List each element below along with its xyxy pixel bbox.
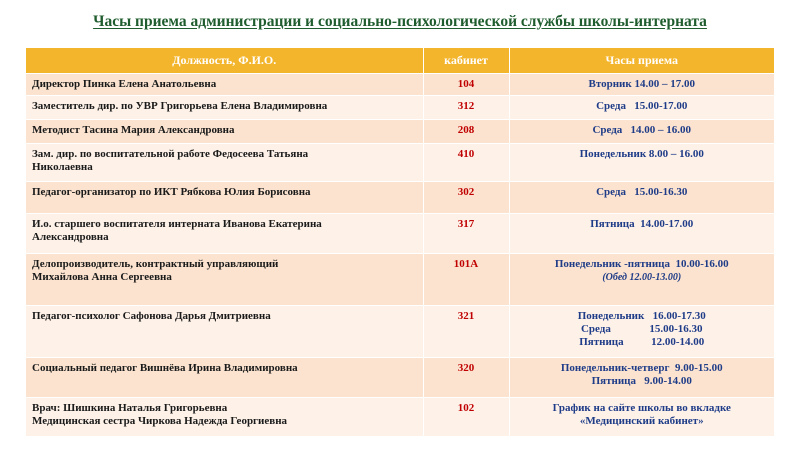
- position-name-cell: [26, 96, 423, 120]
- position-name-cell: [26, 182, 423, 214]
- hours-cell: [509, 144, 774, 182]
- room-cell: 320: [423, 358, 509, 398]
- hours-line: Пятница 12.00-14.00: [579, 336, 705, 348]
- hours-line: Пятница 9.00-14.00: [591, 375, 692, 387]
- hours-line: Понедельник 16.00-17.30: [577, 310, 706, 322]
- hours-cell: [509, 306, 774, 358]
- room-cell: 410: [423, 144, 509, 182]
- room-cell: 101А: [423, 254, 509, 306]
- position-name-cell: [26, 254, 423, 306]
- hours-cell: [509, 74, 774, 96]
- room-cell: 321: [423, 306, 509, 358]
- name-line: Делопроизводитель, контрактный управляющий: [32, 258, 279, 270]
- room-cell: 317: [423, 214, 509, 254]
- table-row: [26, 398, 774, 436]
- position-name-cell: [26, 144, 423, 182]
- position-name-cell: [26, 398, 423, 436]
- hours-cell: [509, 120, 774, 144]
- name-line: Методист Тасина Мария Александровна: [32, 124, 235, 136]
- name-line: Александровна: [32, 231, 109, 243]
- name-line: Педагог-психолог Сафонова Дарья Дмитриевна: [32, 310, 271, 322]
- hours-cell: [509, 182, 774, 214]
- header-hours: Часы приема: [509, 48, 774, 74]
- table-row: [26, 306, 774, 358]
- name-line: Медицинская сестра Чиркова Надежда Георгиевна: [32, 415, 288, 427]
- reception-hours-table: [26, 48, 774, 436]
- table-row: [26, 214, 774, 254]
- hours-cell: [509, 358, 774, 398]
- hours-line: Понедельник -пятница 10.00-16.00: [554, 258, 729, 270]
- table-row: [26, 254, 774, 306]
- header-position-name: Должность, Ф.И.О.: [26, 48, 423, 74]
- name-line: Зам. дир. по воспитательной работе Федосеева Татьяна: [32, 148, 309, 160]
- position-name-cell: [26, 74, 423, 96]
- hours-cell: [509, 398, 774, 436]
- name-line: Директор Пинка Елена Анатольевна: [32, 78, 217, 90]
- hours-line: Среда 15.00-17.00: [596, 100, 688, 112]
- table-row: [26, 182, 774, 214]
- room-cell: 208: [423, 120, 509, 144]
- room-cell: 102: [423, 398, 509, 436]
- position-name-cell: [26, 358, 423, 398]
- page-title: Часы приема администрации и социально-психологической службы школы-интерната: [93, 13, 707, 30]
- hours-line: Среда 14.00 – 16.00: [592, 124, 692, 136]
- room-cell: 312: [423, 96, 509, 120]
- hours-cell: [509, 254, 774, 306]
- name-line: Врач: Шишкина Наталья Григорьевна: [32, 402, 228, 414]
- hours-cell: [509, 214, 774, 254]
- hours-cell: [509, 96, 774, 120]
- name-line: И.о. старшего воспитателя интерната Иванова Екатерина: [32, 218, 322, 230]
- header-room: кабинет: [423, 48, 509, 74]
- hours-line: Понедельник-четверг 9.00-15.00: [560, 362, 723, 374]
- table-header-row: [26, 48, 774, 74]
- name-line: Заместитель дир. по УВР Григорьева Елена Владимировна: [32, 100, 328, 112]
- table-row: [26, 358, 774, 398]
- name-line: Михайлова Анна Сергеевна: [32, 271, 172, 283]
- position-name-cell: [26, 306, 423, 358]
- hours-line: График на сайте школы во вкладке: [552, 402, 731, 414]
- table-row: [26, 74, 774, 96]
- table-row: [26, 120, 774, 144]
- table-row: [26, 96, 774, 120]
- name-line: Педагог-организатор по ИКТ Рябкова Юлия Борисовна: [32, 186, 311, 198]
- position-name-cell: [26, 120, 423, 144]
- hours-line: Пятница 14.00-17.00: [590, 218, 694, 230]
- position-name-cell: [26, 214, 423, 254]
- hours-line: Среда 15.00-16.30: [580, 323, 703, 335]
- room-cell: 104: [423, 74, 509, 96]
- lunch-note: (Обед 12.00-13.00): [602, 272, 682, 283]
- hours-line: Понедельник 8.00 – 16.00: [579, 148, 704, 160]
- hours-line: «Медицинский кабинет»: [579, 415, 704, 427]
- name-line: Социальный педагог Вишнёва Ирина Владимировна: [32, 362, 298, 374]
- name-line: Николаевна: [32, 161, 93, 173]
- hours-line: Вторник 14.00 – 17.00: [588, 78, 695, 90]
- room-cell: 302: [423, 182, 509, 214]
- table-row: [26, 144, 774, 182]
- hours-line: Среда 15.00-16.30: [596, 186, 688, 198]
